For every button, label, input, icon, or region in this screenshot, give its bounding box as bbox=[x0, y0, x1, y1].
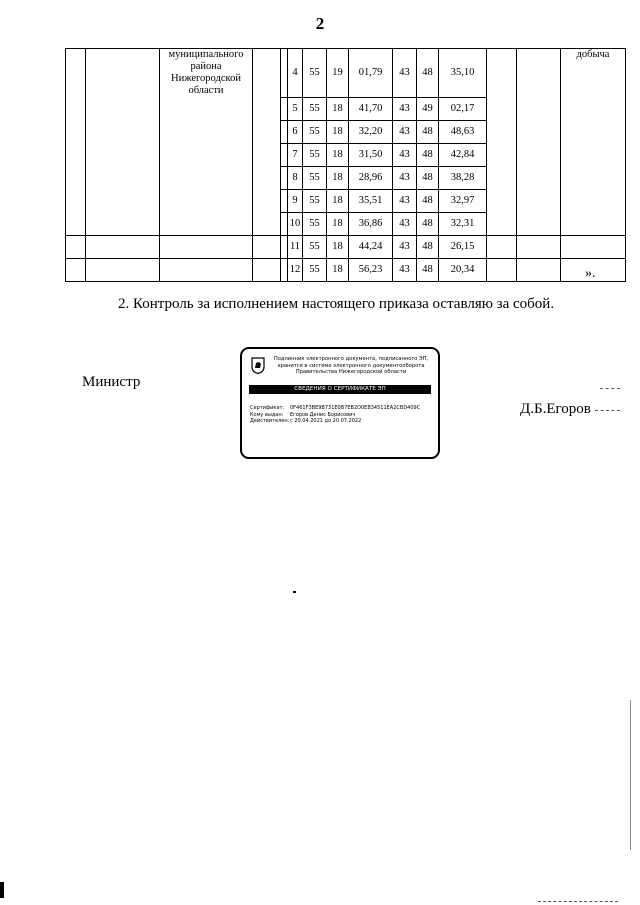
empty-cell bbox=[517, 189, 561, 212]
stamp-header bbox=[270, 356, 432, 376]
coordinate-cell: 18 bbox=[327, 189, 349, 212]
empty-cell bbox=[66, 143, 86, 166]
scan-mark bbox=[293, 591, 296, 593]
coordinate-cell: 43 bbox=[393, 189, 417, 212]
empty-cell bbox=[66, 212, 86, 235]
empty-cell bbox=[561, 97, 626, 120]
coordinate-cell: 5 bbox=[288, 97, 303, 120]
coordinate-cell: 43 bbox=[393, 143, 417, 166]
table-row bbox=[66, 212, 626, 235]
table-row bbox=[66, 120, 626, 143]
empty-cell bbox=[517, 143, 561, 166]
empty-cell bbox=[86, 235, 160, 258]
table-row bbox=[66, 166, 626, 189]
empty-cell bbox=[86, 212, 160, 235]
kind-cell: добыча bbox=[561, 49, 626, 98]
empty-cell bbox=[281, 258, 288, 281]
coordinate-cell: 26,15 bbox=[439, 235, 487, 258]
empty-cell bbox=[253, 189, 281, 212]
empty-cell bbox=[517, 49, 561, 98]
scan-mark bbox=[538, 901, 618, 902]
coordinate-cell: 35,10 bbox=[439, 49, 487, 98]
empty-cell bbox=[281, 166, 288, 189]
empty-cell bbox=[253, 212, 281, 235]
empty-cell bbox=[517, 166, 561, 189]
empty-cell bbox=[86, 97, 160, 120]
empty-cell bbox=[561, 212, 626, 235]
empty-cell bbox=[253, 143, 281, 166]
coordinate-cell: 18 bbox=[327, 166, 349, 189]
e-signature-stamp bbox=[240, 347, 440, 459]
coordinate-cell: 55 bbox=[303, 143, 327, 166]
empty-cell bbox=[86, 189, 160, 212]
empty-cell bbox=[487, 212, 517, 235]
empty-cell bbox=[253, 49, 281, 98]
coordinate-cell: 19 bbox=[327, 49, 349, 98]
coordinate-cell: 7 bbox=[288, 143, 303, 166]
coordinate-cell: 6 bbox=[288, 120, 303, 143]
empty-cell bbox=[281, 235, 288, 258]
coordinate-cell: 32,97 bbox=[439, 189, 487, 212]
coordinate-cell: 49 bbox=[417, 97, 439, 120]
empty-cell bbox=[281, 143, 288, 166]
empty-cell bbox=[281, 120, 288, 143]
coordinate-cell: 42,84 bbox=[439, 143, 487, 166]
empty-cell bbox=[86, 258, 160, 281]
cert-label: Сертификат: bbox=[250, 405, 285, 411]
coordinate-cell: 43 bbox=[393, 212, 417, 235]
coordinate-cell: 18 bbox=[327, 258, 349, 281]
empty-cell bbox=[253, 120, 281, 143]
stamp-header-line: Правительства Нижегородской области bbox=[295, 369, 407, 376]
empty-cell bbox=[281, 49, 288, 98]
coordinate-cell: 55 bbox=[303, 235, 327, 258]
valid-value: с 20.04.2021 до 20.07.2022 bbox=[290, 418, 362, 424]
empty-cell bbox=[517, 258, 561, 281]
empty-cell bbox=[66, 166, 86, 189]
empty-cell bbox=[160, 166, 253, 189]
coordinate-cell: 18 bbox=[327, 212, 349, 235]
coordinate-cell: 48,63 bbox=[439, 120, 487, 143]
stamp-certificate-info bbox=[250, 405, 420, 425]
coordinate-cell: 43 bbox=[393, 258, 417, 281]
scan-mark bbox=[595, 410, 620, 411]
empty-cell bbox=[517, 235, 561, 258]
coordinate-cell: 36,86 bbox=[349, 212, 393, 235]
coordinate-cell: 55 bbox=[303, 49, 327, 98]
empty-cell bbox=[253, 166, 281, 189]
coordinates-table bbox=[65, 48, 626, 282]
empty-cell bbox=[66, 258, 86, 281]
table-row bbox=[66, 235, 626, 258]
coordinate-cell: 4 bbox=[288, 49, 303, 98]
empty-cell bbox=[66, 120, 86, 143]
coordinate-cell: 48 bbox=[417, 49, 439, 98]
empty-cell bbox=[561, 143, 626, 166]
empty-cell bbox=[487, 143, 517, 166]
coordinate-cell: 55 bbox=[303, 212, 327, 235]
coordinate-cell: 44,24 bbox=[349, 235, 393, 258]
coordinate-cell: 55 bbox=[303, 97, 327, 120]
empty-cell bbox=[253, 235, 281, 258]
empty-cell bbox=[281, 212, 288, 235]
coordinate-cell: 38,28 bbox=[439, 166, 487, 189]
empty-cell bbox=[253, 258, 281, 281]
empty-cell bbox=[561, 235, 626, 258]
coordinate-cell: 43 bbox=[393, 166, 417, 189]
coordinate-cell: 20,34 bbox=[439, 258, 487, 281]
empty-cell bbox=[66, 189, 86, 212]
coordinate-cell: 48 bbox=[417, 235, 439, 258]
empty-cell bbox=[160, 120, 253, 143]
empty-cell bbox=[160, 235, 253, 258]
empty-cell bbox=[487, 258, 517, 281]
empty-cell bbox=[487, 120, 517, 143]
coordinate-cell: 18 bbox=[327, 235, 349, 258]
table-row bbox=[66, 258, 626, 281]
paragraph-2: 2. Контроль за исполнением настоящего приказа оставляю за собой. bbox=[118, 296, 555, 312]
empty-cell bbox=[86, 143, 160, 166]
empty-cell bbox=[66, 235, 86, 258]
empty-cell bbox=[86, 166, 160, 189]
coordinate-cell: 11 bbox=[288, 235, 303, 258]
coordinate-cell: 43 bbox=[393, 97, 417, 120]
empty-cell bbox=[561, 166, 626, 189]
empty-cell bbox=[66, 97, 86, 120]
valid-label: Действителен: bbox=[250, 418, 290, 424]
empty-cell bbox=[281, 97, 288, 120]
empty-cell bbox=[487, 189, 517, 212]
empty-cell bbox=[86, 49, 160, 98]
table-row bbox=[66, 97, 626, 120]
coordinate-cell: 18 bbox=[327, 97, 349, 120]
coordinate-cell: 9 bbox=[288, 189, 303, 212]
coordinate-cell: 43 bbox=[393, 49, 417, 98]
coordinate-cell: 10 bbox=[288, 212, 303, 235]
coordinate-cell: 01,79 bbox=[349, 49, 393, 98]
empty-cell bbox=[517, 212, 561, 235]
stamp-header-line: Подлинник электронного документа, подписанного ЭП, bbox=[273, 356, 429, 362]
coordinate-cell: 56,23 bbox=[349, 258, 393, 281]
table-row bbox=[66, 143, 626, 166]
coordinate-cell: 48 bbox=[417, 120, 439, 143]
empty-cell bbox=[160, 212, 253, 235]
empty-cell bbox=[561, 120, 626, 143]
coordinate-cell: 48 bbox=[417, 212, 439, 235]
empty-cell bbox=[160, 97, 253, 120]
empty-cell bbox=[86, 120, 160, 143]
coordinate-cell: 02,17 bbox=[439, 97, 487, 120]
coordinate-cell: 32,31 bbox=[439, 212, 487, 235]
scan-mark bbox=[600, 388, 620, 389]
empty-cell bbox=[253, 97, 281, 120]
coordinate-cell: 12 bbox=[288, 258, 303, 281]
region-cell: муниципального района Нижегородской области bbox=[160, 49, 253, 98]
coordinate-cell: 18 bbox=[327, 143, 349, 166]
empty-cell bbox=[160, 258, 253, 281]
coordinate-cell: 48 bbox=[417, 258, 439, 281]
coordinate-cell: 41,70 bbox=[349, 97, 393, 120]
quote-end: ». bbox=[585, 266, 596, 281]
coordinate-cell: 55 bbox=[303, 258, 327, 281]
empty-cell bbox=[561, 189, 626, 212]
scan-mark bbox=[630, 700, 631, 850]
coordinate-cell: 55 bbox=[303, 166, 327, 189]
coordinate-cell: 55 bbox=[303, 120, 327, 143]
empty-cell bbox=[281, 189, 288, 212]
empty-cell bbox=[517, 120, 561, 143]
coordinate-cell: 43 bbox=[393, 120, 417, 143]
minister-title: Министр bbox=[82, 374, 141, 390]
coordinate-cell: 28,96 bbox=[349, 166, 393, 189]
empty-cell bbox=[160, 189, 253, 212]
coordinate-cell: 18 bbox=[327, 120, 349, 143]
coordinate-cell: 55 bbox=[303, 189, 327, 212]
coordinate-cell: 8 bbox=[288, 166, 303, 189]
coordinate-cell: 48 bbox=[417, 166, 439, 189]
empty-cell bbox=[487, 49, 517, 98]
coordinate-cell: 48 bbox=[417, 143, 439, 166]
table-row bbox=[66, 49, 626, 98]
stamp-certificate-bar: СВЕДЕНИЯ О СЕРТИФИКАТЕ ЭП bbox=[249, 385, 431, 394]
empty-cell bbox=[487, 166, 517, 189]
empty-cell bbox=[66, 49, 86, 98]
coordinate-cell: 43 bbox=[393, 235, 417, 258]
coordinate-cell: 48 bbox=[417, 189, 439, 212]
owner-value: Егоров Денис Борисович bbox=[290, 411, 356, 418]
owner-label: Кому выдан: bbox=[250, 411, 284, 418]
empty-cell bbox=[487, 235, 517, 258]
signer-name: Д.Б.Егоров bbox=[520, 401, 591, 417]
empty-cell bbox=[517, 97, 561, 120]
scan-mark bbox=[0, 882, 4, 898]
empty-cell bbox=[160, 143, 253, 166]
cert-value: 0F461F3BE9B731E0B7EB2D0EB34511EA2CBD409C bbox=[290, 405, 421, 411]
coordinate-cell: 35,51 bbox=[349, 189, 393, 212]
stamp-header-line: хранится в системе электронного документооборота bbox=[277, 362, 425, 369]
coat-of-arms-icon bbox=[251, 357, 265, 374]
page-number: 2 bbox=[315, 14, 325, 33]
table-row bbox=[66, 189, 626, 212]
empty-cell bbox=[487, 97, 517, 120]
coordinate-cell: 31,50 bbox=[349, 143, 393, 166]
coordinate-cell: 32,20 bbox=[349, 120, 393, 143]
